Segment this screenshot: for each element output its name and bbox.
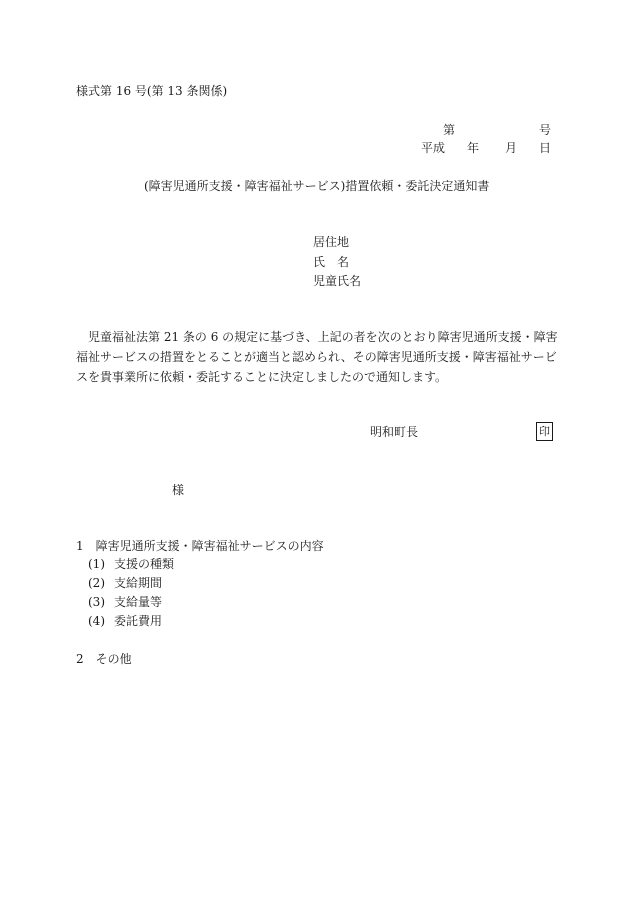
document-number-prefix: 第: [443, 123, 456, 137]
item-number: (1): [88, 557, 105, 571]
document-number-suffix: 号: [539, 123, 552, 137]
seal-stamp: 印: [536, 422, 553, 441]
recipient-name-label: 氏 名: [313, 255, 350, 269]
document-title: (障害児通所支援・障害福祉サービス)措置依頼・委託決定通知書: [144, 179, 490, 193]
form-number: 様式第 16 号(第 13 条関係): [76, 84, 228, 98]
child-name-label: 児童氏名: [313, 274, 362, 288]
date-year-label: 年: [467, 141, 480, 155]
addressee-honorific: 様: [172, 483, 185, 497]
section-1-heading: 1 障害児通所支援・障害福祉サービスの内容: [76, 539, 324, 553]
body-paragraph-line: 児童福祉法第 21 条の 6 の規定に基づき、上記の者を次のとおり障害児通所支援・障害: [76, 330, 558, 344]
item-number: (2): [88, 576, 105, 590]
item-label: 支給期間: [114, 576, 163, 590]
item-number: (3): [88, 595, 105, 609]
item-label: 委託費用: [114, 614, 163, 628]
recipient-address-label: 居住地: [313, 235, 350, 249]
section-2-heading: 2 その他: [76, 652, 132, 666]
body-paragraph-line: スを貴事業所に依頼・委託することに決定しましたので通知します。: [76, 370, 448, 384]
issuer-name: 明和町長: [370, 425, 419, 439]
date-era: 平成: [421, 141, 446, 155]
item-number: (4): [88, 614, 105, 628]
item-label: 支援の種類: [114, 557, 175, 571]
date-month-label: 月: [505, 141, 518, 155]
item-label: 支給量等: [114, 595, 163, 609]
body-paragraph-line: 福祉サービスの措置をとることが適当と認められ、その障害児通所支援・障害福祉サービ: [76, 350, 557, 364]
date-day-label: 日: [539, 141, 552, 155]
